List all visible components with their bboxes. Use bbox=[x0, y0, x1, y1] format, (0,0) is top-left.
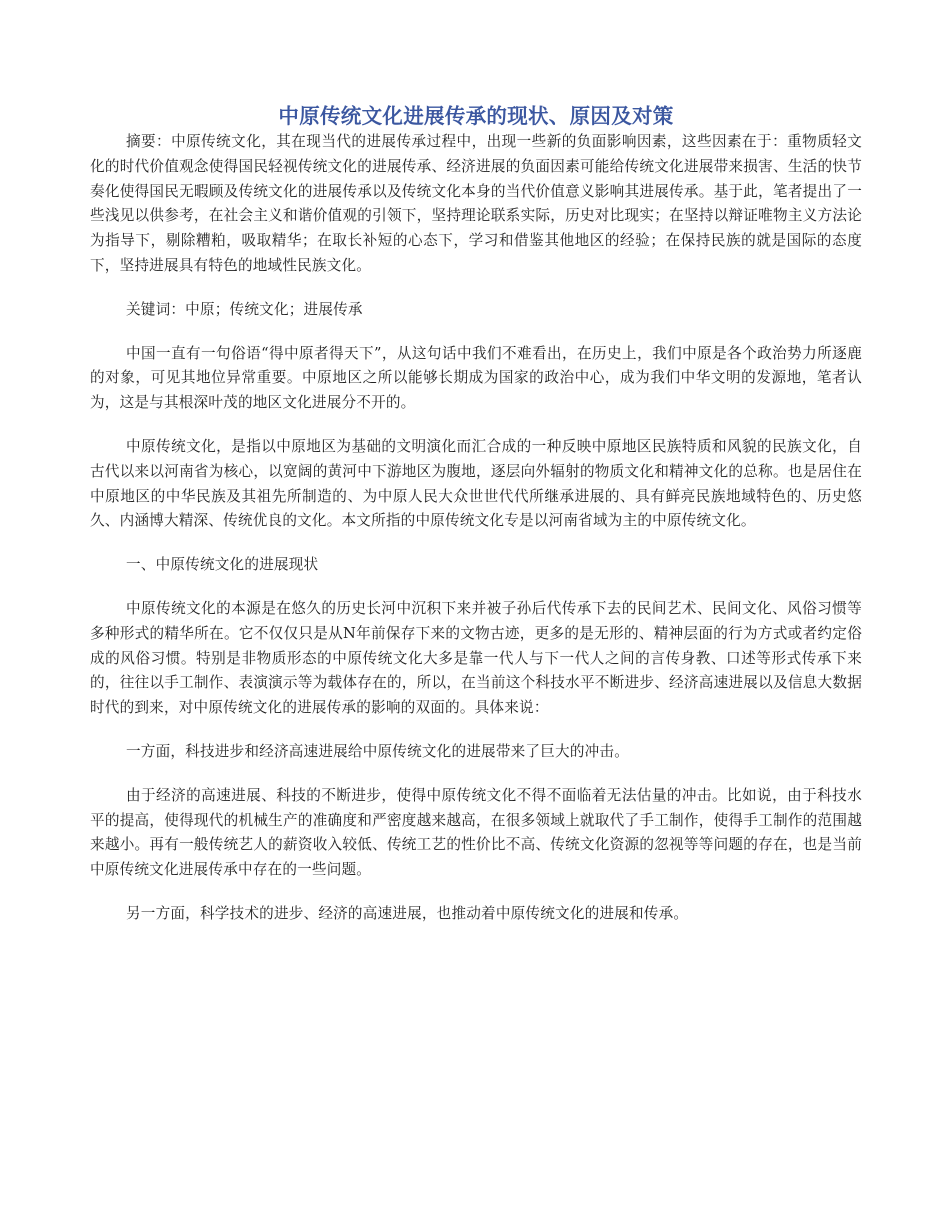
definition-paragraph: 中原传统文化，是指以中原地区为基础的文明演化而汇合成的一种反映中原地区民族特质和风貌的民族文化，自古代以来以河南省为核心，以宽阔的黄河中下游地区为腹地，逐层向外辐射的物质文化和精神文化的总称。也是居住在中原地区的中华民族及其祖先所制造的、为中原人民大众世世代代所继承进展的、具有鲜亮民族地域特色的、历史悠久、内涵博大精深、传统优良的文化。本文所指的中原传统文化专是以河南省域为主的中原传统文化。 bbox=[90, 437, 862, 530]
section-heading: 一、中原传统文化的进展现状 bbox=[126, 556, 319, 574]
document-title: 中原传统文化进展传承的现状、原因及对策 bbox=[278, 104, 674, 128]
body-paragraph: 中原传统文化的本源是在悠久的历史长河中沉积下来并被子孙后代传承下去的民间艺术、民间文化、风俗习惯等多种形式的精华所在。它不仅仅只是从N年前保存下来的文物古迹，更多的是无形的、精神层面的行为方式或者约定俗成的风俗习惯。特别是非物质形态的中原传统文化大多是靠一代人与下一代人之间的言传身教、口述等形式传承下来的，往往以手工制作、表演演示等为载体存在的，所以，在当前这个科技水平不断进步、经济高速进展以及信息大数据时代的到来，对中原传统文化的进展传承的影响的双面的。具体来说： bbox=[90, 599, 862, 717]
body-paragraph: 一方面，科技进步和经济高速进展给中原传统文化的进展带来了巨大的冲击。 bbox=[126, 742, 629, 760]
body-paragraph: 另一方面，科学技术的进步、经济的高速进展，也推动着中原传统文化的进展和传承。 bbox=[126, 904, 689, 922]
document-page bbox=[90, 100, 862, 946]
keywords-paragraph: 关键词：中原；传统文化；进展传承 bbox=[126, 300, 363, 318]
body-paragraph: 由于经济的高速进展、科技的不断进步，使得中原传统文化不得不面临着无法估量的冲击。比如说，由于科技水平的提高，使得现代的机械生产的准确度和严密度越来越高，在很多领域上就取代了手工制作，使得手工制作的范围越来越小。再有一般传统艺人的薪资收入较低、传统工艺的性价比不高、传统文化资源的忽视等等问题的存在，也是当前中原传统文化进展传承中存在的一些问题。 bbox=[90, 786, 862, 879]
intro-paragraph: 中国一直有一句俗语“得中原者得天下”，从这句话中我们不难看出，在历史上，我们中原是各个政治势力所逐鹿的对象，可见其地位异常重要。中原地区之所以能够长期成为国家的政治中心，成为我们中华文明的发源地，笔者认为，这是与其根深叶茂的地区文化进展分不开的。 bbox=[90, 344, 862, 412]
abstract-paragraph: 摘要：中原传统文化，其在现当代的进展传承过程中，出现一些新的负面影响因素，这些因素在于：重物质轻文化的时代价值观念使得国民轻视传统文化的进展传承、经济进展的负面因素可能给传统文化进展带来损害、生活的快节奏化使得国民无暇顾及传统文化的进展传承以及传统文化本身的当代价值意义影响其进展传承。基于此，笔者提出了一些浅见以供参考，在社会主义和谐价值观的引领下，坚持理论联系实际，历史对比现实；在坚持以辩证唯物主义方法论为指导下，剔除糟粕，吸取精华；在取长补短的心态下，学习和借鉴其他地区的经验；在保持民族的就是国际的态度下，坚持进展具有特色的地域性民族文化。 bbox=[90, 133, 862, 274]
